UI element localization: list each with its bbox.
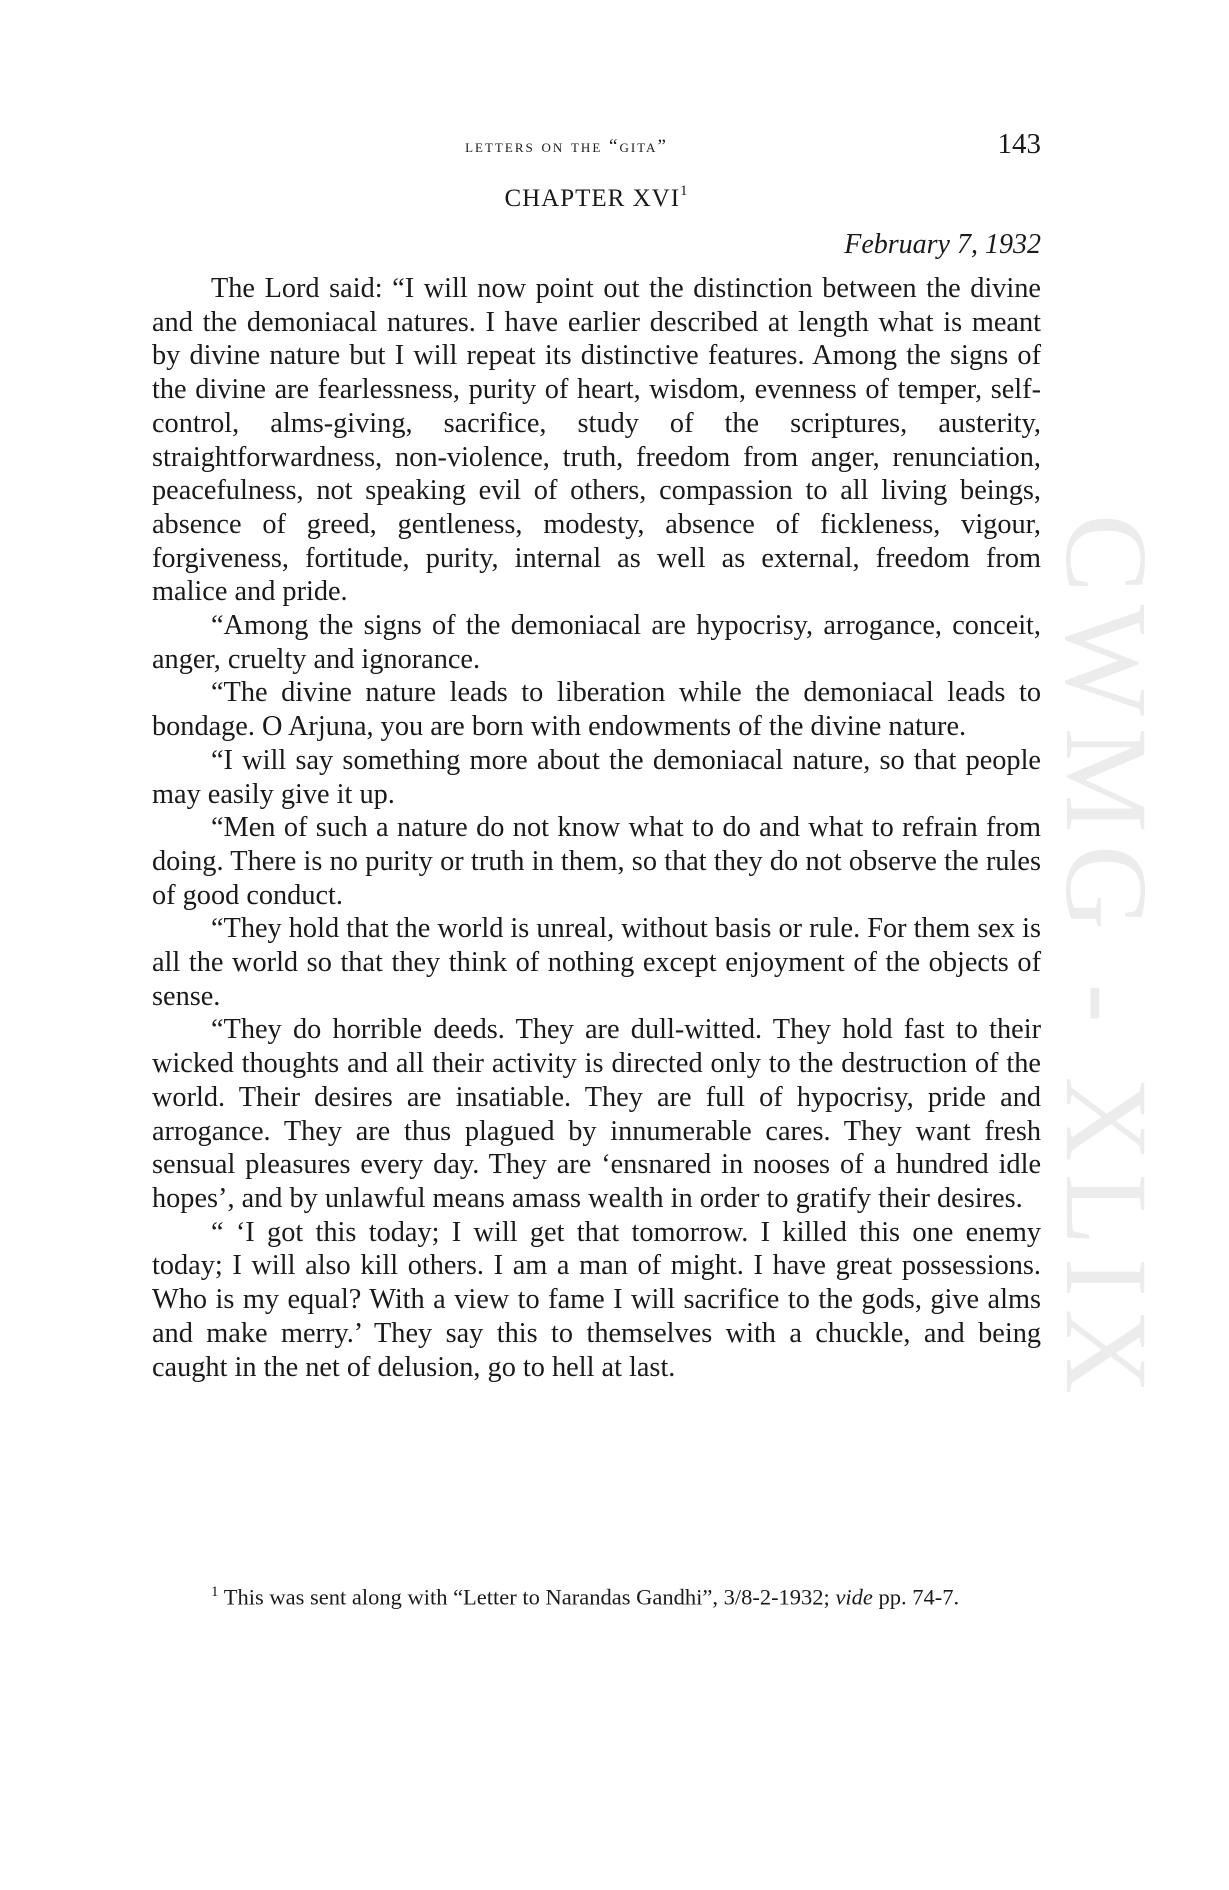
paragraph: “ ‘I got this today; I will get that tomorrow. I killed this one enemy today; I will also kill others. I am a man of might. I have great possessions. Who is my equal? With a view to fame I will sacrifice to the gods, give alms and make merry.’ They say this to themselves with a chuckle, and being caught in the net of delusion, go to hell at last. bbox=[152, 1216, 1041, 1383]
body-text bbox=[152, 272, 1041, 1384]
paragraph: “I will say something more about the demoniacal nature, so that people may easily give it up. bbox=[152, 744, 1041, 810]
paragraph: “They hold that the world is unreal, without basis or rule. For them sex is all the world so that they think of nothing except enjoyment of the objects of sense. bbox=[152, 913, 1041, 1012]
watermark-text: CWMG - XLIX bbox=[1041, 513, 1172, 1407]
chapter-footnote-marker: 1 bbox=[680, 183, 689, 199]
chapter-title: CHAPTER XVI bbox=[504, 185, 681, 212]
footnote-paragraph bbox=[152, 1575, 1041, 1615]
chapter-heading bbox=[152, 185, 1041, 213]
letter-date: February 7, 1932 bbox=[844, 229, 1041, 260]
paragraph: “The divine nature leads to liberation while the demoniacal leads to bondage. O Arjuna, you are born with endowments of the divine nature. bbox=[152, 677, 1041, 743]
paragraph: “They do horrible deeds. They are dull-witted. They hold fast to their wicked thoughts and all their activity is directed only to the destruction of the world. Their desires are insatiable. They are full of hypocrisy, pride and arrogance. They are thus plagued by innumerable cares. They want fresh sensual pleasures every day. They are ‘ensnared in nooses of a hundred idle hopes’, and by unlawful means amass wealth in order to gratify their desires. bbox=[152, 1014, 1041, 1214]
footnote-text: This was sent along with “Letter to Narandas Gandhi”, 3/8-2-1932; bbox=[223, 1584, 830, 1610]
paragraph: The Lord said: “I will now point out the distinction between the divine and the demoniacal natures. I have earlier described at length what is meant by divine nature but I will repeat its distinctive features. Among the signs of the divine are fearlessness, purity of heart, wisdom, evenness of temper, self-control, alms-giving, sacrifice, study of the scriptures, austerity, straightforwardness, non-violence, truth, freedom from anger, renunciation, peacefulness, not speaking evil of others, compassion to all living beings, absence of greed, gentleness, modesty, absence of fickleness, vigour, forgiveness, fortitude, purity, internal as well as external, freedom from malice and pride. bbox=[152, 273, 1041, 608]
footnote bbox=[152, 1575, 1041, 1615]
footnote-pages: pp. 74-7. bbox=[878, 1584, 960, 1610]
footnote-marker: 1 bbox=[211, 1584, 219, 1600]
running-title: letters on the “gita” bbox=[465, 136, 668, 157]
running-header bbox=[152, 128, 1041, 168]
watermark bbox=[1041, 470, 1172, 1450]
paragraph: “Men of such a nature do not know what to do and what to refrain from doing. There is no purity or truth in them, so that they do not observe the rules of good conduct. bbox=[152, 812, 1041, 911]
paragraph: “Among the signs of the demoniacal are hypocrisy, arrogance, conceit, anger, cruelty and ignorance. bbox=[152, 610, 1041, 675]
footnote-vide: vide bbox=[835, 1584, 873, 1610]
page-number: 143 bbox=[997, 128, 1041, 160]
